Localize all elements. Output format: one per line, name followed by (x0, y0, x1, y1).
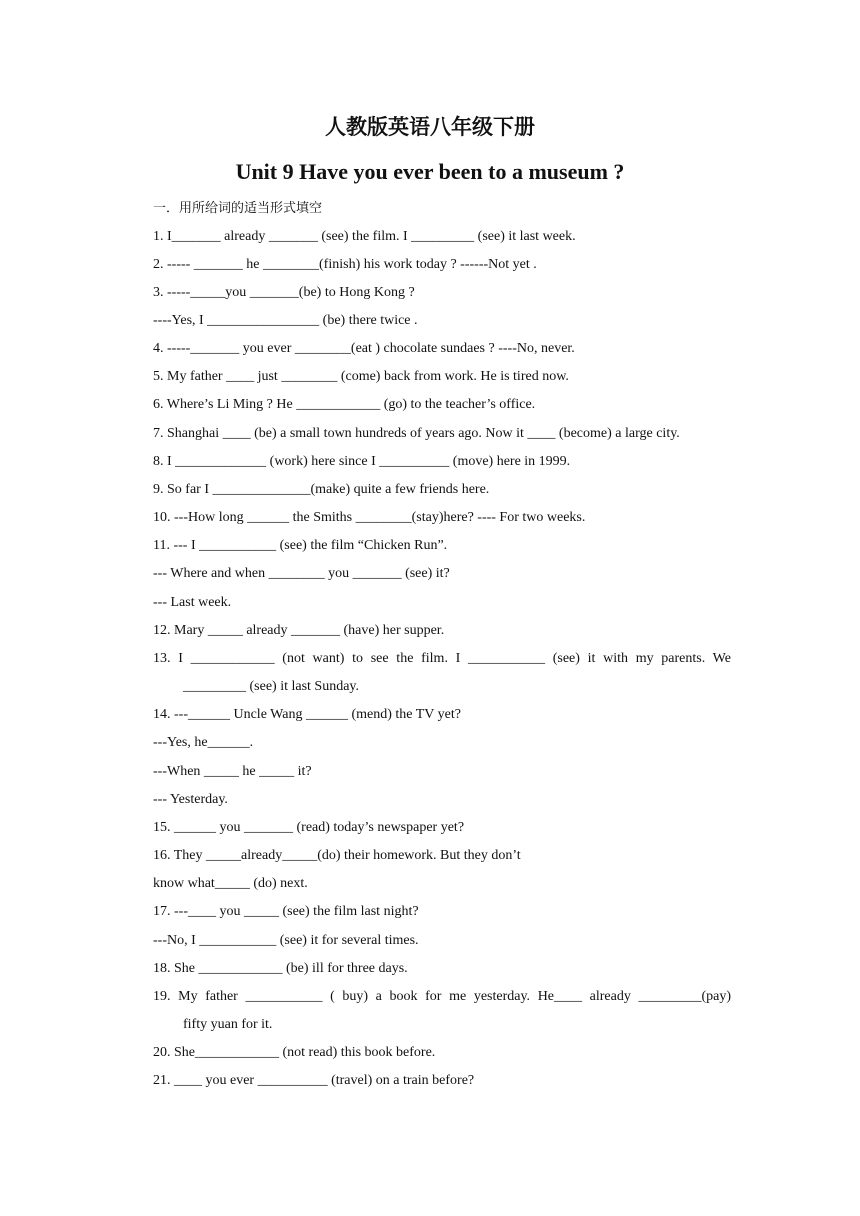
exercise-line: 10. ---How long ______ the Smiths ________(stay)here? ---- For two weeks. (153, 510, 586, 525)
exercise-line: 14. ---______ Uncle Wang ______ (mend) the TV yet? (153, 707, 461, 722)
exercise-line: --- Where and when ________ you _______ (see) it? (153, 566, 450, 581)
exercise-line: --- Last week. (153, 595, 232, 610)
document-title-chinese: 人教版英语八年级下册 (325, 115, 535, 139)
exercise-line: 16. They _____already_____(do) their homework. But they don’t (153, 848, 521, 863)
exercise-line: 3. -----_____you _______(be) to Hong Kong ? (153, 285, 415, 300)
exercise-line: 18. She ____________ (be) ill for three days. (153, 961, 408, 976)
exercise-line: 20. She____________ (not read) this book before. (153, 1045, 436, 1060)
exercise-line-continued: fifty yuan for it. (183, 1017, 273, 1032)
section-heading: 一．用所给词的适当形式填空 (153, 201, 323, 216)
exercise-line: 11. --- I ___________ (see) the film “Chicken Run”. (153, 538, 448, 553)
exercise-line-continued: _________ (see) it last Sunday. (183, 679, 360, 694)
document-title-english: Unit 9 Have you ever been to a museum ? (235, 159, 625, 184)
exercise-line: 9. So far I ______________(make) quite a few friends here. (153, 482, 490, 497)
exercise-line: 17. ---____ you _____ (see) the film last night? (153, 904, 419, 919)
exercise-line: 15. ______ you _______ (read) today’s newspaper yet? (153, 820, 465, 835)
exercise-line: ----Yes, I ________________ (be) there twice . (153, 313, 418, 328)
exercise-line: 13. I ____________ (not want) to see the film. I ___________ (see) it with my parents. We (153, 651, 731, 666)
exercise-line: 12. Mary _____ already _______ (have) her supper. (153, 623, 445, 638)
exercise-line: 21. ____ you ever __________ (travel) on a train before? (153, 1073, 475, 1088)
exercise-line: 6. Where’s Li Ming ? He ____________ (go) to the teacher’s office. (153, 397, 536, 412)
exercise-line: 8. I _____________ (work) here since I __________ (move) here in 1999. (153, 454, 571, 469)
exercise-line: ---Yes, he______. (153, 735, 254, 750)
exercise-line: --- Yesterday. (153, 792, 228, 807)
exercise-line: 7. Shanghai ____ (be) a small town hundreds of years ago. Now it ____ (become) a large city. (153, 426, 680, 441)
exercise-line: 1. I_______ already _______ (see) the film. I _________ (see) it last week. (153, 229, 576, 244)
exercise-line: ---No, I ___________ (see) it for several times. (153, 933, 419, 948)
exercise-line: 2. ----- _______ he ________(finish) his work today ? ------Not yet . (153, 257, 537, 272)
exercise-line: 19. My father ___________ ( buy) a book for me yesterday. He____ already _________(pay) (153, 989, 731, 1004)
exercise-line: 4. -----_______ you ever ________(eat ) chocolate sundaes ? ----No, never. (153, 341, 575, 356)
exercise-line: ---When _____ he _____ it? (153, 764, 312, 779)
exercise-line: 5. My father ____ just ________ (come) back from work. He is tired now. (153, 369, 569, 384)
exercise-line: know what_____ (do) next. (153, 876, 308, 891)
